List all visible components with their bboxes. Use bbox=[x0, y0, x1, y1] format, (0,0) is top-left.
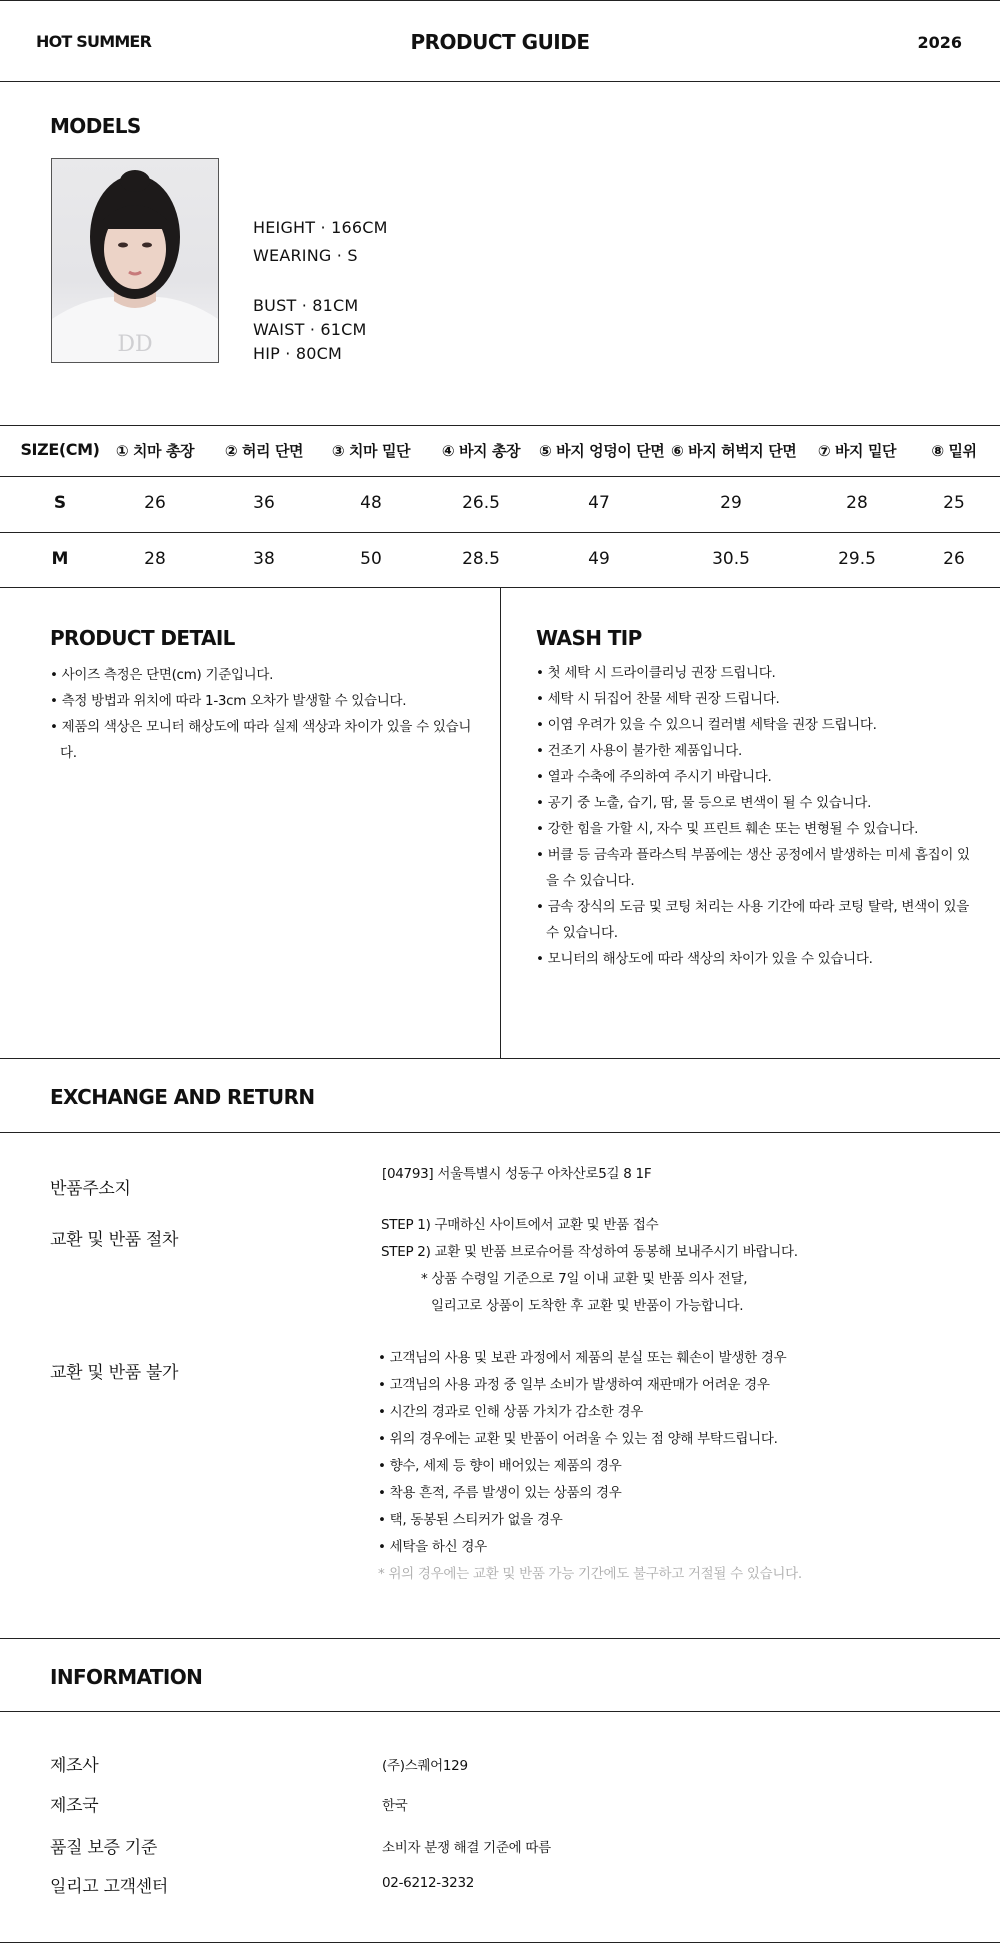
list-item: • 공기 중 노출, 습기, 땀, 물 등으로 변색이 될 수 있습니다. bbox=[536, 795, 872, 811]
size-cell: 50 bbox=[360, 549, 382, 569]
model-portrait-image bbox=[52, 159, 218, 362]
size-header-cell: ③ 치마 밑단 bbox=[331, 442, 411, 460]
list-item: • 세탁 시 뒤집어 찬물 세탁 권장 드립니다. bbox=[536, 691, 780, 707]
exchange-title: EXCHANGE AND RETURN bbox=[50, 1085, 315, 1109]
year-label: 2026 bbox=[917, 33, 962, 52]
section-divider bbox=[0, 1132, 1000, 1133]
size-table-top-border bbox=[0, 425, 1000, 426]
size-cell: 28 bbox=[144, 549, 166, 569]
info-value: (주)스퀘어129 bbox=[382, 1758, 468, 1774]
wash-tip-list bbox=[536, 660, 976, 972]
info-value: 02-6212-3232 bbox=[382, 1875, 475, 1891]
model-hip: HIP · 80CM bbox=[253, 344, 342, 363]
size-cell: M bbox=[51, 549, 69, 569]
size-cell: 49 bbox=[588, 549, 610, 569]
procedure-step-1: STEP 1) 구매하신 사이트에서 교환 및 반품 접수 bbox=[381, 1217, 659, 1233]
models-title: MODELS bbox=[50, 114, 141, 138]
size-cell: 29 bbox=[720, 493, 742, 513]
size-header-cell: ④ 바지 총장 bbox=[441, 442, 521, 460]
model-waist: WAIST · 61CM bbox=[253, 320, 367, 339]
unavailable-list bbox=[378, 1345, 938, 1588]
size-table-divider bbox=[0, 532, 1000, 533]
size-cell: 26 bbox=[144, 493, 166, 513]
size-cell: 28.5 bbox=[462, 549, 500, 569]
list-item: • 제품의 색상은 모니터 해상도에 따라 실제 색상과 차이가 있을 수 있습니다. bbox=[50, 719, 472, 761]
list-item: • 강한 힘을 가할 시, 자수 및 프린트 훼손 또는 변형될 수 있습니다. bbox=[536, 821, 919, 837]
information-title: INFORMATION bbox=[50, 1665, 203, 1689]
size-cell: 36 bbox=[253, 493, 275, 513]
product-detail-title: PRODUCT DETAIL bbox=[50, 626, 235, 650]
list-item: • 버클 등 금속과 플라스틱 부품에는 생산 공정에서 발생하는 미세 흠집이 있을 수 있습니다. bbox=[536, 847, 970, 889]
wash-tip-title: WASH TIP bbox=[536, 626, 642, 650]
procedure-label: 교환 및 반품 절차 bbox=[50, 1230, 179, 1250]
size-cell: 28 bbox=[846, 493, 868, 513]
model-wearing: WEARING · S bbox=[253, 246, 358, 265]
list-item: • 착용 흔적, 주름 발생이 있는 상품의 경우 bbox=[378, 1485, 622, 1501]
size-cell: 48 bbox=[360, 493, 382, 513]
list-item: • 고객님의 사용 과정 중 일부 소비가 발생하여 재판매가 어려운 경우 bbox=[378, 1377, 770, 1393]
list-item: • 고객님의 사용 및 보관 과정에서 제품의 분실 또는 훼손이 발생한 경우 bbox=[378, 1350, 787, 1366]
procedure-note: * 상품 수령일 기준으로 7일 이내 교환 및 반품 의사 전달, bbox=[421, 1271, 748, 1287]
svg-text:DD: DD bbox=[117, 332, 153, 357]
info-label: 품질 보증 기준 bbox=[50, 1838, 157, 1858]
return-address: [04793] 서울특별시 성동구 아차산로5길 8 1F bbox=[382, 1166, 652, 1182]
info-label: 일리고 고객센터 bbox=[50, 1877, 168, 1897]
size-table-divider bbox=[0, 476, 1000, 477]
size-cell: 30.5 bbox=[712, 549, 750, 569]
bottom-border bbox=[0, 1942, 1000, 1943]
list-item: • 열과 수축에 주의하여 주시기 바랍니다. bbox=[536, 769, 772, 785]
list-item: • 모니터의 해상도에 따라 색상의 차이가 있을 수 있습니다. bbox=[536, 951, 873, 967]
size-header-cell: ⑦ 바지 밑단 bbox=[817, 442, 897, 460]
info-value: 소비자 분쟁 해결 기준에 따름 bbox=[382, 1840, 551, 1856]
list-item: • 이염 우려가 있을 수 있으니 컬러별 세탁을 권장 드립니다. bbox=[536, 717, 877, 733]
exchange-note: * 위의 경우에는 교환 및 반품 가능 기간에도 불구하고 거절될 수 있습니다. bbox=[378, 1566, 802, 1582]
list-item: • 금속 장식의 도금 및 코팅 처리는 사용 기간에 따라 코팅 탈락, 변색이 있을 수 있습니다. bbox=[536, 899, 970, 941]
info-label: 제조사 bbox=[50, 1756, 99, 1776]
size-header-cell: ② 허리 단면 bbox=[224, 442, 304, 460]
product-detail-list bbox=[50, 662, 480, 766]
info-label: 제조국 bbox=[50, 1796, 99, 1816]
page-title: PRODUCT GUIDE bbox=[410, 30, 590, 54]
size-header-cell: SIZE(CM) bbox=[20, 440, 100, 459]
list-item: • 택, 동봉된 스티커가 없을 경우 bbox=[378, 1512, 563, 1528]
top-border bbox=[0, 0, 1000, 1]
model-height: HEIGHT · 166CM bbox=[253, 218, 388, 237]
header-divider bbox=[0, 81, 1000, 82]
model-photo bbox=[51, 158, 219, 363]
size-header-cell: ⑤ 바지 엉덩이 단면 bbox=[539, 442, 665, 460]
section-divider bbox=[0, 1638, 1000, 1639]
list-item: • 위의 경우에는 교환 및 반품이 어려울 수 있는 점 양해 부탁드립니다. bbox=[378, 1431, 778, 1447]
size-header-cell: ⑧ 밑위 bbox=[931, 442, 977, 460]
size-header-cell: ⑥ 바지 허벅지 단면 bbox=[671, 442, 797, 460]
size-header-cell: ① 치마 총장 bbox=[115, 442, 195, 460]
list-item: • 사이즈 측정은 단면(cm) 기준입니다. bbox=[50, 667, 274, 683]
list-item: • 시간의 경과로 인해 상품 가치가 감소한 경우 bbox=[378, 1404, 643, 1420]
unavailable-label: 교환 및 반품 불가 bbox=[50, 1363, 179, 1383]
model-bust: BUST · 81CM bbox=[253, 296, 359, 315]
size-cell: 47 bbox=[588, 493, 610, 513]
list-item: • 건조기 사용이 불가한 제품입니다. bbox=[536, 743, 742, 759]
size-cell: 26.5 bbox=[462, 493, 500, 513]
column-divider bbox=[500, 587, 501, 1058]
info-value: 한국 bbox=[382, 1798, 408, 1814]
list-item: • 측정 방법과 위치에 따라 1-3cm 오차가 발생할 수 있습니다. bbox=[50, 693, 407, 709]
section-divider bbox=[0, 1058, 1000, 1059]
list-item: • 향수, 세제 등 향이 배어있는 제품의 경우 bbox=[378, 1458, 622, 1474]
size-cell: 25 bbox=[943, 493, 965, 513]
list-item: • 첫 세탁 시 드라이클리닝 권장 드립니다. bbox=[536, 665, 776, 681]
size-cell: S bbox=[53, 493, 67, 513]
procedure-note-cont: 일리고로 상품이 도착한 후 교환 및 반품이 가능합니다. bbox=[431, 1298, 744, 1314]
size-cell: 38 bbox=[253, 549, 275, 569]
size-cell: 29.5 bbox=[838, 549, 876, 569]
section-divider bbox=[0, 1711, 1000, 1712]
size-cell: 26 bbox=[943, 549, 965, 569]
procedure-step-2: STEP 2) 교환 및 반품 브로슈어를 작성하여 동봉해 보내주시기 바랍니다. bbox=[381, 1244, 798, 1260]
return-address-label: 반품주소지 bbox=[50, 1179, 131, 1199]
brand-name: HOT SUMMER bbox=[36, 32, 152, 51]
list-item: • 세탁을 하신 경우 bbox=[378, 1539, 487, 1555]
